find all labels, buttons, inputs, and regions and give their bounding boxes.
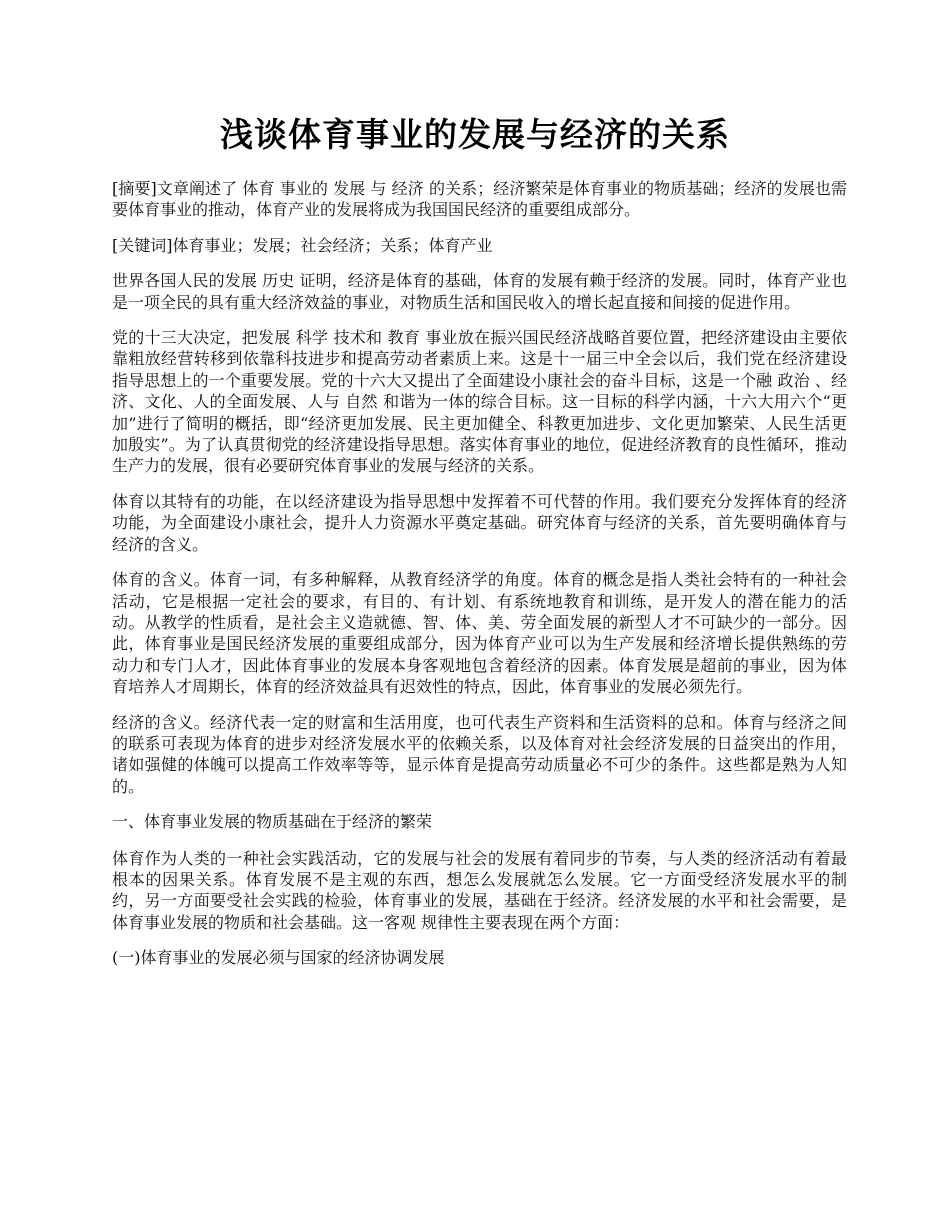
body-paragraph: 经济的含义。经济代表一定的财富和生活用度，也可代表生产资料和生活资料的总和。体育与经济之间的联系可表现为体育的进步对经济发展水平的依赖关系，以及体育对社会经济发展的日益突出的作用，诸如强健的体魄可以提高工作效率等等，显示体育是提高劳动质量必不可少的条件。这些都是熟为人知的。 <box>112 712 847 796</box>
section-heading: 一、体育事业发展的物质基础在于经济的繁荣 <box>112 812 433 832</box>
keywords-paragraph: [关键词]体育事业；发展；社会经济；关系；体育产业 <box>112 235 493 255</box>
abstract-paragraph: [摘要]文章阐述了 体育 事业的 发展 与 经济 的关系；经济繁荣是体育事业的物质基础；经济的发展也需要体育事业的推动，体育产业的发展将成为我国国民经济的重要组成部分。 <box>112 179 847 220</box>
document-body <box>112 178 847 984</box>
body-paragraph: 世界各国人民的发展 历史 证明，经济是体育的基础，体育的发展有赖于经济的发展。同时，体育产业也是一项全民的具有重大经济效益的事业，对物质生活和国民收入的增长起直接和间接的促进作用。 <box>112 271 847 312</box>
body-paragraph: 体育作为人类的一种社会实践活动，它的发展与社会的发展有着同步的节奏，与人类的经济活动有着最根本的因果关系。体育发展不是主观的东西，想怎么发展就怎么发展。它一方面受经济发展水平的制约，另一方面要受社会实践的检验，体育事业的发展，基础在于经济。经济发展的水平和社会需要，是体育事业发展的物质和社会基础。这一客观 规律性主要表现在两个方面： <box>112 848 847 932</box>
body-paragraph: 党的十三大决定，把发展 科学 技术和 教育 事业放在振兴国民经济战略首要位置，把经济建设由主要依靠粗放经营转移到依靠科技进步和提高劳动者素质上来。这是十一届三中全会以后，我们党在经济建设指导思想上的一个重要发展。党的十六大又提出了全面建设小康社会的奋斗目标，这是一个融 政治 、经济、文化、人的全面发展、人与 自然 和谐为一体的综合目标。这一目标的科学内涵，十六大用六个“更加”进行了简明的概括，即“经济更加发展、民主更加健全、科教更加进步、文化更加繁荣、人民生活更加殷实”。为了认真贯彻党的经济建设指导思想。落实体育事业的地位，促进经济教育的良性循环，推动生产力的发展，很有必要研究体育事业的发展与经济的关系。 <box>112 328 847 476</box>
body-paragraph: 体育的含义。体育一词，有多种解释，从教育经济学的角度。体育的概念是指人类社会特有的一种社会活动，它是根据一定社会的要求，有目的、有计划、有系统地教育和训练，是开发人的潜在能力的活动。从教学的性质看，是社会主义造就德、智、体、美、劳全面发展的新型人才不可缺少的一部分。因此，体育事业是国民经济发展的重要组成部分，因为体育产业可以为生产发展和经济增长提供熟练的劳动力和专门人才，因此体育事业的发展本身客观地包含着经济的因素。体育发展是超前的事业，因为体育培养人才周期长，体育的经济效益具有迟效性的特点，因此，体育事业的发展必须先行。 <box>112 570 847 697</box>
body-paragraph: 体育以其特有的功能，在以经济建设为指导思想中发挥着不可代替的作用。我们要充分发挥体育的经济功能，为全面建设小康社会，提升人力资源水平奠定基础。研究体育与经济的关系，首先要明确体育与经济的含义。 <box>112 491 847 554</box>
document-title: 浅谈体育事业的发展与经济的关系 <box>220 115 730 154</box>
subsection-heading: (一)体育事业的发展必须与国家的经济协调发展 <box>112 948 445 968</box>
